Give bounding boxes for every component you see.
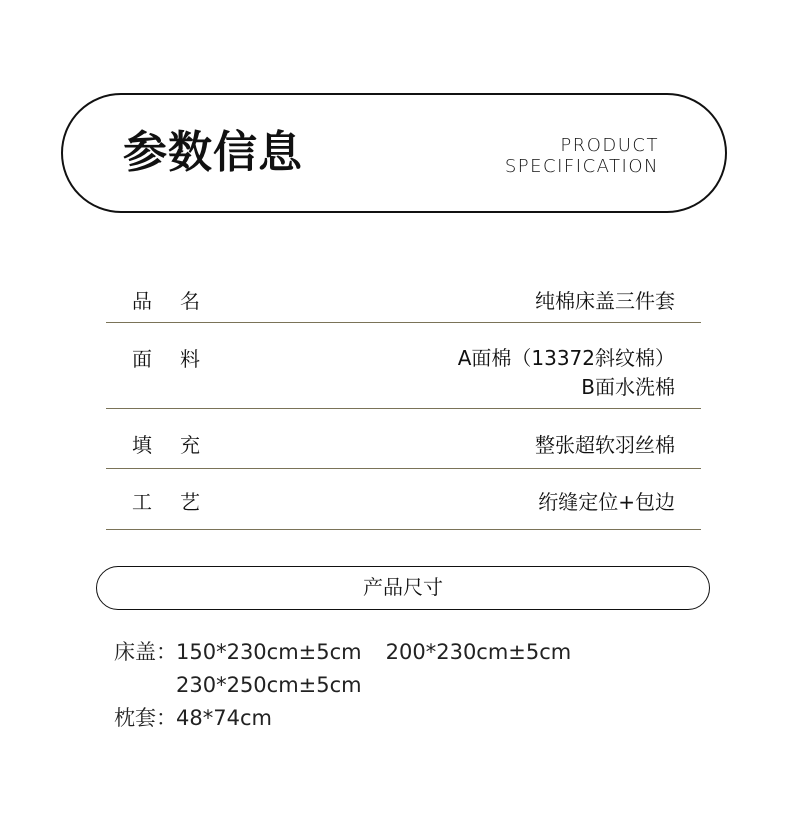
bedspread-size-3: 230*250cm±5cm [176,673,362,697]
pillowcase-label: 枕套： [114,706,177,730]
spec-table [106,271,701,530]
spec-label-fabric: 面料 [132,347,228,371]
pillowcase-size-line [114,702,571,735]
bedspread-size-2: 200*230cm±5cm [385,640,572,664]
size-list [114,636,571,735]
spec-value-filling: 整张超软羽丝棉 [535,433,675,457]
page-title: 参数信息 [123,127,303,178]
subtitle-line-1: PRODUCT [560,135,659,156]
spec-row-filling [106,409,701,469]
subtitle-line-2: SPECIFICATION [504,156,659,177]
header-banner [61,93,727,213]
spec-row-name [106,271,701,323]
spec-row-craft [106,469,701,530]
spec-value-craft: 绗缝定位+包边 [538,490,675,514]
bedspread-size-line-2 [114,669,571,702]
bedspread-size-line [114,636,571,669]
size-section-title: 产品尺寸 [96,566,710,610]
pillowcase-size: 48*74cm [176,706,272,730]
bedspread-size-1: 150*230cm±5cm [176,640,362,664]
english-subtitle [505,135,659,177]
spec-label-craft: 工艺 [132,490,228,514]
spec-value-fabric-b: B面水洗棉 [581,375,675,399]
spec-label-filling: 填充 [132,433,228,457]
spec-value-name: 纯棉床盖三件套 [535,289,675,313]
bedspread-label: 床盖： [114,640,177,664]
spec-label-name: 品名 [132,289,228,313]
spec-value-fabric-a: A面棉（13372斜纹棉） [457,346,675,370]
spec-row-fabric [106,323,701,409]
